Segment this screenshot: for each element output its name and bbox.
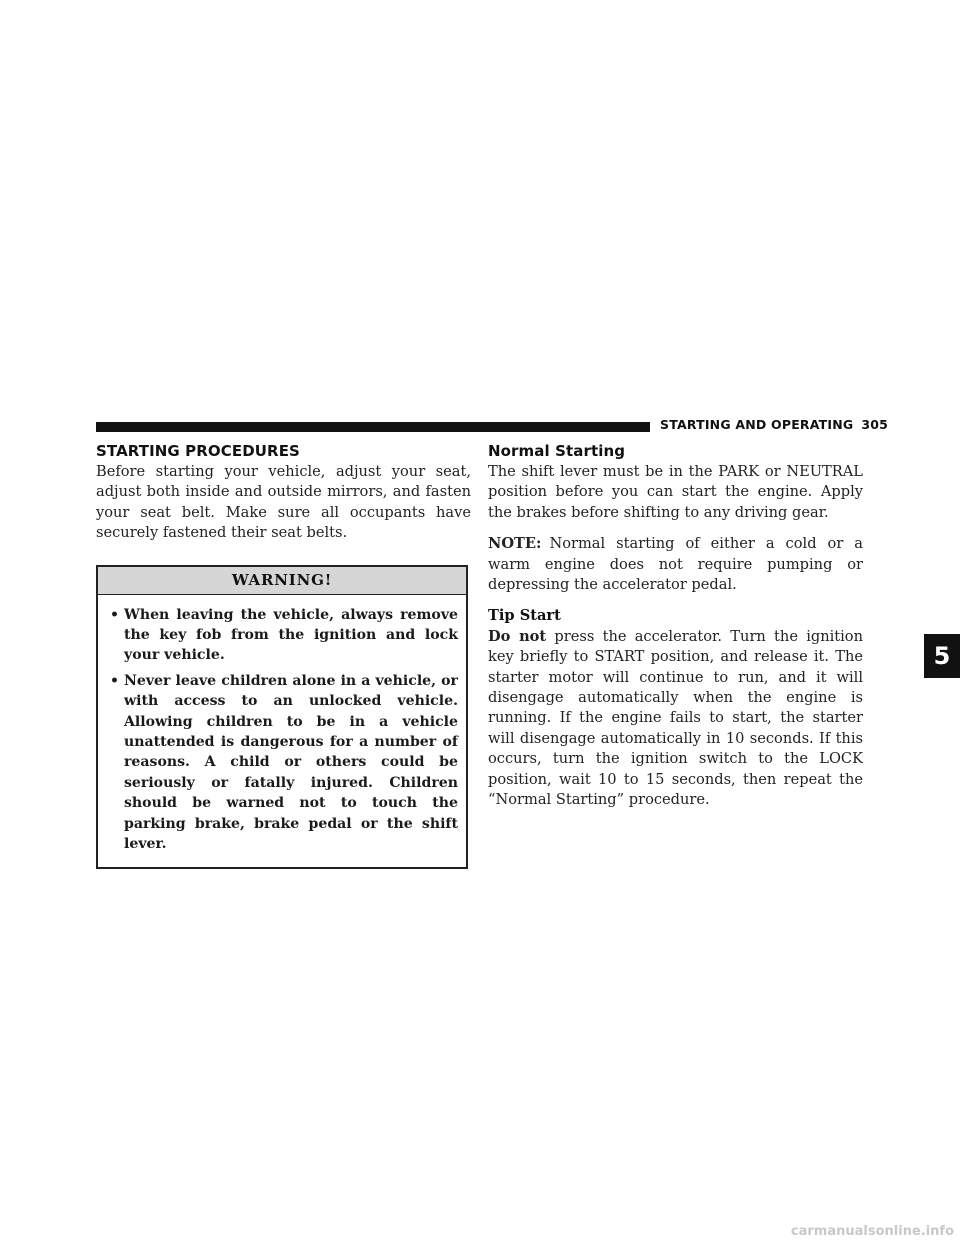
intro-paragraph: Before starting your vehicle, adjust your seat, adjust both inside and outside mirrors, and fasten your seat belt. Make sure all occupants have securely fastened their seat belts. <box>96 463 471 542</box>
tip-start-paragraph <box>488 627 863 811</box>
bullet-icon: • <box>110 672 120 689</box>
chapter-tab: 5 <box>924 634 960 678</box>
right-column <box>488 442 863 811</box>
warning-box <box>96 565 468 869</box>
section-heading: STARTING PROCEDURES <box>96 442 300 460</box>
section-title: STARTING AND OPERATING <box>660 417 854 432</box>
page-number: 305 <box>861 417 889 432</box>
warning-title: WARNING! <box>98 567 466 595</box>
footer-watermark: carmanualsonline.info <box>790 1224 954 1239</box>
note-label: NOTE: <box>488 535 542 553</box>
header-rule <box>96 422 650 432</box>
warning-item <box>108 605 458 666</box>
warning-item <box>108 671 458 855</box>
left-column <box>96 442 471 869</box>
tip-start-text: press the accelerator. Turn the ignition key briefly to START position, and release it. The starter motor will continue to run, and it will disengage automatically when the engine is running. If the engine fails to start, the starter will disengage automatically in 10 seconds. If this occurs, turn the ignition switch to the LOCK position, wait 10 to 15 seconds, then repeat the “Normal Starting” procedure. <box>488 627 863 809</box>
warning-item-text: When leaving the vehicle, always remove the key fob from the ignition and lock your vehicle. <box>124 606 458 664</box>
warning-item-text: Never leave children alone in a vehicle, or with access to an unlocked vehicle. Allowing children to be in a vehicle unattended is dangerous for a number of reasons. A child or others could be seriously or fatally injured. Children should be warned not to touch the parking brake, brake pedal or the shift lever. <box>124 672 458 853</box>
note-text: Normal starting of either a cold or a warm engine does not require pumping or depressing the accelerator pedal. <box>488 535 863 594</box>
running-header <box>660 417 889 432</box>
note-paragraph <box>488 534 863 595</box>
warning-list <box>108 605 458 855</box>
bullet-icon: • <box>110 606 120 623</box>
normal-starting-paragraph: The shift lever must be in the PARK or NEUTRAL position before you can start the engine. Apply the brakes before shifting to any driving gear. <box>488 463 863 521</box>
tip-start-lead: Do not <box>488 627 547 645</box>
normal-starting-heading: Normal Starting <box>488 442 626 460</box>
tip-start-heading: Tip Start <box>488 607 561 625</box>
